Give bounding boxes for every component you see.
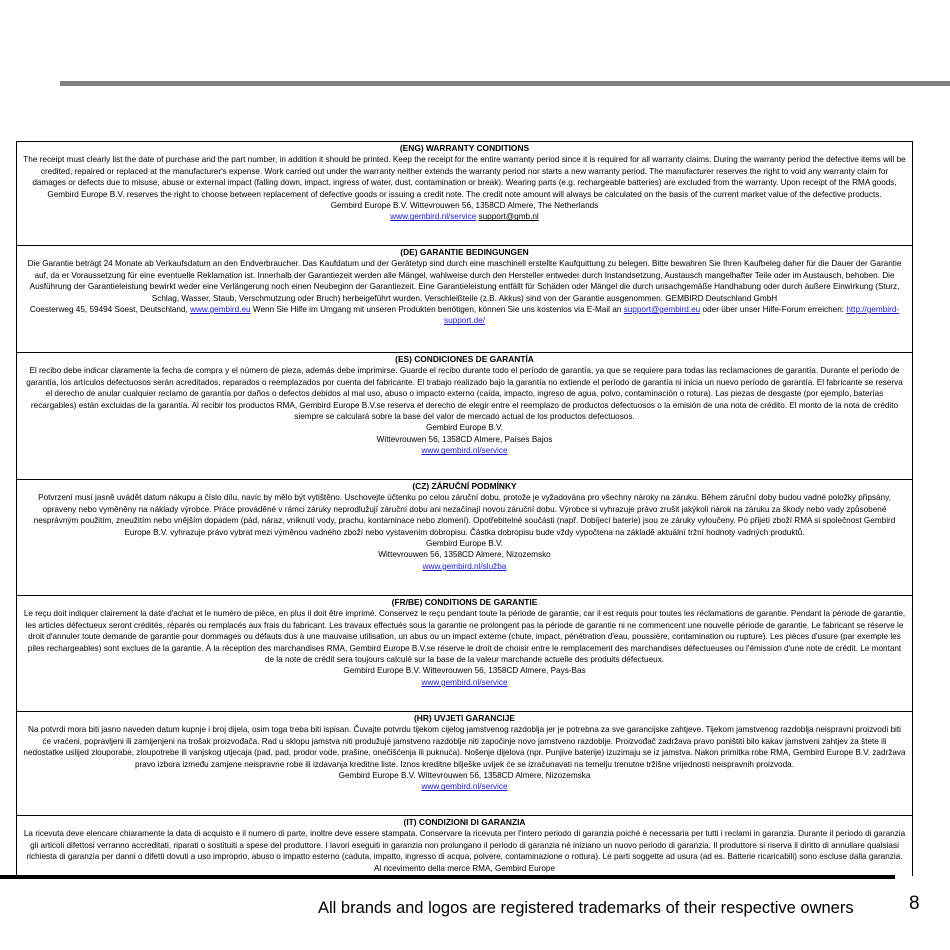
section-address: Gembird Europe B.V. Wittevrouwen 56, 1358CD Almere, Nizozemska xyxy=(338,771,591,781)
service-link[interactable]: www.gembird.nl/service xyxy=(421,446,508,456)
service-link[interactable]: www.gembird.nl/service xyxy=(390,212,477,222)
section-body: Le reçu doit indiquer clairement la date d'achat et le numéro de pièce, en plus il doit être imprimé. Conservez le reçu pendant toute la période de garantie, car il est requis pour toutes les réclamations de garantie. Pendant la période de garantie, les articles défectueux seront crédités, réparés ou remplacés aux frais du fabricant. Les travaux effectués sous la garantie ne prolongent pas la période de garantie ni ne commencent une nouvelle période de garantie. Le fabricant se réserve le droit d'annuler toute demande de garantie pour dommages ou défauts dus à une mauvaise utilisation, un abus ou un impact externe (chute, impact, pénétration d'eau, poussière, contamination ou rupture). Les pièces d'usure (par exemple les piles rechargeables) sont exclues de la garantie. À la réception des marchandises RMA, Gembird Europe B.V.se réserve le droit de choisir entre le remplacement des marchandises défectueuses ou l'émission d'une note de crédit. Le montant de la note de crédit sera toujours calculé sur la base de la valeur marchande actuelle des produits défectueux. xyxy=(23,609,906,665)
support-email[interactable]: support@gembird.eu xyxy=(623,305,701,315)
section-body: La ricevuta deve elencare chiaramente la data di acquisto e il numero di parte, inoltre deve essere stampata. Conservare la ricevuta per l'intero periodo di garanzia poiché è necessaria per tutti i reclami in garanzia. Durante il periodo di garanzia gli articoli difettosi verranno accreditati, riparati o sostituiti a spese del produttore. I lavori eseguiti in garanzia non prolungano il periodo di garanzia né iniziano un nuovo periodo di garanzia. Il produttore si riserva il diritto di annullare qualsiasi richiesta di garanzia per danni o difetti dovuti a uso improprio, abuso o impatto esterno (caduta, impatto, ingresso di acqua, polvere, contaminazione o rottura). Le parti soggette ad usura (ad es. Batterie ricaricabili) sono escluse dalla garanzia. Al ricevimento della merce RMA, Gembird Europe xyxy=(23,829,906,873)
section-es xyxy=(17,353,912,480)
section-heading: (ES) CONDICIONES DE GARANTÍA xyxy=(395,354,534,364)
section-body: Potvrzení musí jasně uvádět datum nákupu a číslo dílu, navíc by mělo být vytištěno. Uschovejte účtenku po celou záruční dobu, protože je vyžadována pro všechny nároky na záruku. Během záruční doby budou vadné položky připsány, opraveny nebo vyměněny na náklady výrobce. Práce prováděné v rámci záruky neprodlužují záruční dobu ani nezačínají novou záruční dobu. Výrobce si vyhrazuje právo zrušit jakýkoli nárok na záruku za škody nebo vady způsobené nesprávným použitím, zneužitím nebo vnějším dopadem (pád, náraz, vniknutí vody, prachu, kontaminace nebo zlomení). Opotřebitelné součásti (např. Dobíjecí baterie) jsou ze záruky vyloučeny. Po přijetí zboží RMA si společnost Gembird Europe B.V. vyhrazuje právo vybrat mezi výměnou vadného zboží nebo vystavením dobropisu. Částka dobropisu bude vždy vypočtena na základě aktuální tržní hodnoty vadných produktů. xyxy=(33,493,896,537)
section-heading: (DE) GARANTIE BEDINGUNGEN xyxy=(400,247,529,257)
section-heading: (HR) UVJETI GARANCIJE xyxy=(414,713,515,723)
warranty-table xyxy=(16,141,913,876)
section-de xyxy=(17,246,912,353)
forum-text: oder über unser Hilfe-Forum erreichen: xyxy=(702,305,845,315)
top-divider xyxy=(60,81,950,86)
section-address: Gembird Europe B.V. Wittevrouwen 56, 1358CD Almere, Pays-Bas xyxy=(343,666,586,676)
section-heading: (IT) CONDIZIONI DI GARANZIA xyxy=(403,817,526,827)
section-it xyxy=(17,816,912,876)
section-body: Die Garantie beträgt 24 Monate ab Verkaufsdatum an den Endverbraucher. Das Kaufdatum und der Gerätetyp sind durch eine maschinell erstellte Kaufquittung zu belegen. Bitte bewahren Sie Ihren Kaufbeleg daher für die Dauer der Garantie auf, da er Voraussetzung für eine eventuelle Reklamation ist. Innerhalb der Garantiezeit werden alle Mängel, wahlweise durch den Hersteller entweder durch Instandsetzung, Austausch mangelhafter Teile oder im Austausch, behoben. Die Ausführung der Garantieleistung bewirkt weder eine Verlängerung noch einen Neubeginn der Garantiezeit. Eine Garantieleistung entfällt für Schäden oder Mängel die durch unsachgemäße Handhabung oder durch äußere Einwirkung (Sturz, Schlag, Wasser, Staub, Verschmutzung oder Bruch) herbeigeführt wurden. Verschleißteile (z.B. Akkus) sind von der Garantie ausgenommen. GEMBIRD Deutschland GmbH xyxy=(27,259,902,303)
section-company: Gembird Europe B.V. xyxy=(425,423,504,433)
service-link[interactable]: www.gembird.nl/service xyxy=(421,677,508,687)
section-address: Wittevrouwen 56, 1358CD Almere, Países Bajos xyxy=(376,434,553,444)
section-cz xyxy=(17,480,912,596)
section-body: Na potvrdi mora biti jasno naveden datum kupnje i broj dijela, osim toga treba biti ispisan. Čuvajte potvrdu tijekom cijelog jamstvenog razdoblja jer je potrebna za sve garancijske zahtjeve. Tijekom jamstvenog razdoblja neispravni proizvodi biti će vraćeni, popravljeni ili zamijenjeni na trošak proizvođača. Rad u sklopu jamstva niti produžuje jamstveno razdoblje niti započinje novo jamstveno razdoblje. Proizvođač zadržava pravo poništiti bilo kakav jamstveni zahtjev za štete ili nedostatke uslijed zlouporabe, zloupotrebe ili vanjskog utjecaja (pad, pad, prodor vode, prašine, onečišćenja ili puknuća). Nošenje dijelova (npr. Punjive baterije) izuzimaju se iz jamstva. Nakon primitka robe RMA, Gembird Europe B.V. zadržava pravo izbora između zamjene neispravne robe ili izdavanja kreditne liste. Iznos kreditne bilješke uvijek će se izračunavati na temelju trenutne tržišne vrijednosti neispravnih proizvoda. xyxy=(23,725,906,769)
support-email[interactable]: support@gmb.nl xyxy=(478,212,539,222)
service-link[interactable]: www.gembird.nl/service xyxy=(421,782,508,792)
bottom-divider xyxy=(0,875,895,879)
section-address: Wittevrouwen 56, 1358CD Almere, Nizozemsko xyxy=(378,550,551,560)
service-link[interactable]: www.gembird.nl/služba xyxy=(422,561,507,571)
section-heading: (CZ) ZÁRUČNÍ PODMÍNKY xyxy=(412,481,517,491)
section-eng xyxy=(17,142,912,246)
section-address: Gembird Europe B.V. Wittevrouwen 56, 1358CD Almere, The Netherlands xyxy=(330,201,599,211)
forum-link[interactable]: http://gembird-support.de/ xyxy=(444,305,900,326)
section-hr xyxy=(17,712,912,816)
section-body: El recibo debe indicar claramente la fecha de compra y el número de pieza, además debe imprimirse. Guarde el recibo durante todo el período de garantía, ya que se requiere para todas las reclamaciones de garantía. Durante el período de garantía, los artículos defectuosos serán acreditados, reparados o reemplazados por cuenta del fabricante. El trabajo realizado bajo la garantía no extiende el período de garantía ni inicia un nuevo período de garantía. El fabricante se reserva el derecho de anular cualquier reclamo de garantía por daños o defectos debidos al mal uso, abuso o impacto externo (caída, impacto, ingreso de agua, polvo, contaminación o rotura). Las piezas de desgaste (por ejemplo, baterías recargables) están excluidas de la garantía. Al recibir los productos RMA, Gembird Europe B.V.se reserva el derecho de elegir entre el reemplazo de productos defectuosos o la emisión de una nota de crédito. El monto de la nota de crédito siempre se calculará sobre la base del valor de mercado actual de los productos defectuosos. xyxy=(26,366,903,422)
section-address: Coesterweg 45, 59494 Soest, Deutschland, xyxy=(29,305,188,315)
footer-trademark-note: All brands and logos are registered trademarks of their respective owners xyxy=(318,899,854,917)
section-heading: (ENG) WARRANTY CONDITIONS xyxy=(399,143,530,153)
help-text: Wenn Sie Hilfe im Umgang mit unseren Produkten benötigen, können Sie uns kostenlos via E-Mail an xyxy=(252,305,622,315)
section-fr xyxy=(17,596,912,712)
page-number: 8 xyxy=(909,893,920,914)
section-body: The receipt must clearly list the date of purchase and the part number, in addition it should be printed. Keep the receipt for the entire warranty period since it is required for all warranty claims. During the warranty period the defective items will be credited, repaired or replaced at the manufacturer's expense. Work carried out under the warranty neither extends the warranty period nor starts a new warranty period. The manufacturer reserves the right to void any warranty claim for damages or defects due to misuse, abuse or external impact (falling down, impact, ingress of water, dust, contamination or break). Wearing parts (e.g. rechargeable batteries) are excluded from the warranty. Upon receipt of the RMA goods, Gembird Europe B.V. reserves the right to choose between replacement of defective goods or issuing a credit note. The credit note amount will always be calculated on the basis of the current market value of the defective products. xyxy=(23,155,906,199)
section-company: Gembird Europe B.V. xyxy=(425,539,504,549)
website-link[interactable]: www.gembird.eu xyxy=(190,305,251,315)
section-heading: (FR/BE) CONDITIONS DE GARANTIE xyxy=(391,597,538,607)
